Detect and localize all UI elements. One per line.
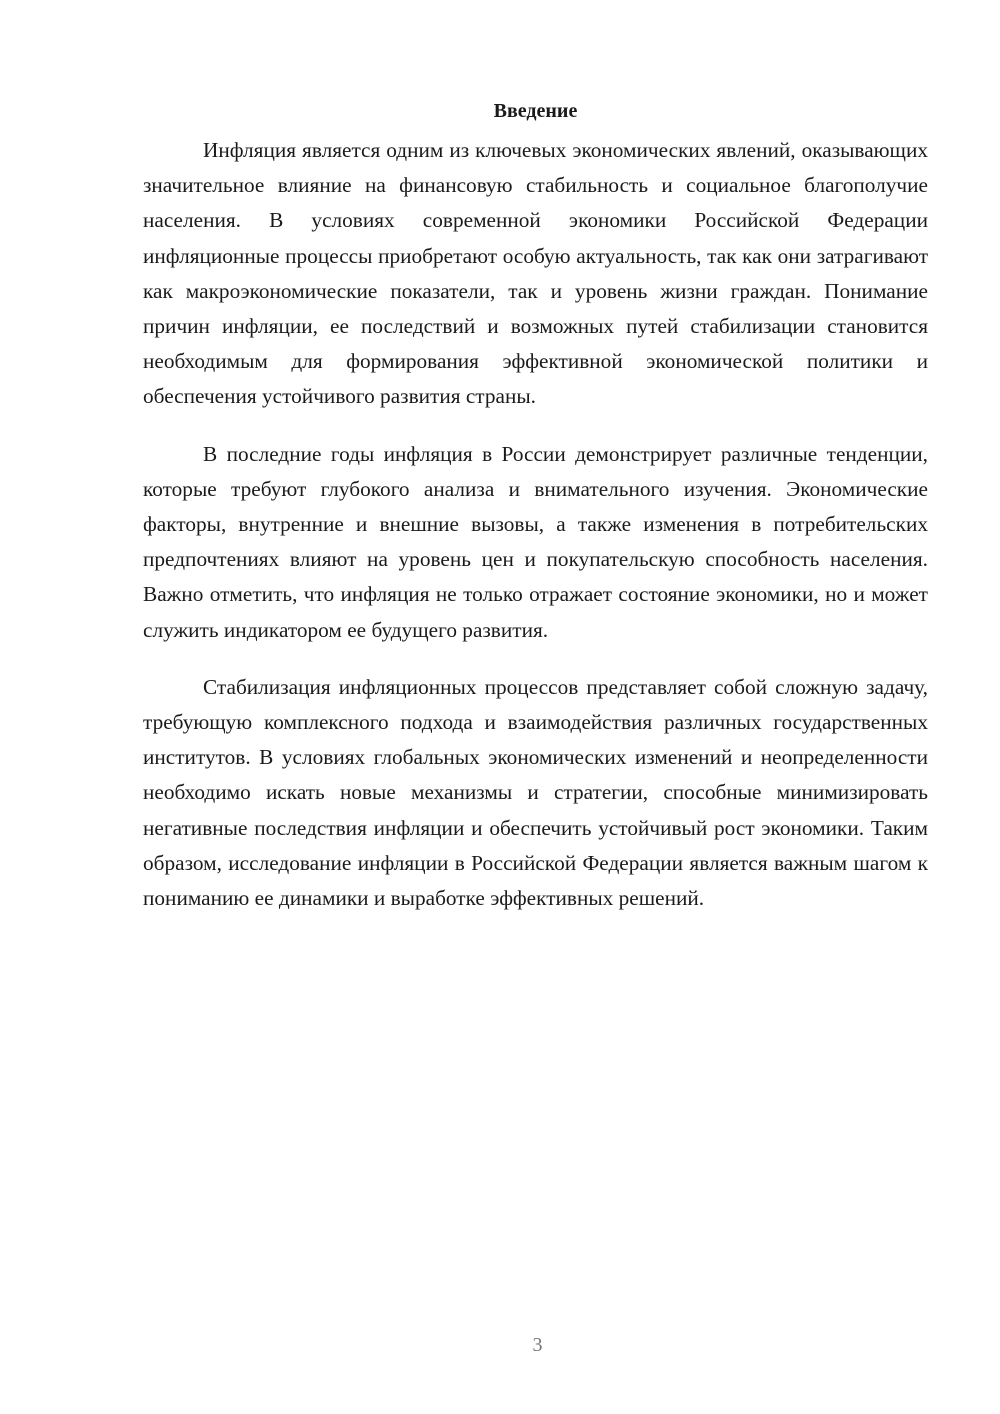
paragraph-1: Инфляция является одним из ключевых экономических явлений, оказывающих значительное влияние на финансовую стабильность и социальное благополучие населения. В условиях современной экономики Российской Федерации инфляционные процессы приобретают особую актуальность, так как они затрагивают как макроэкономические показатели, так и уровень жизни граждан. Понимание причин инфляции, ее последствий и возможных путей стабилизации становится необходимым для формирования эффективной экономической политики и обеспечения устойчивого развития страны. bbox=[143, 138, 928, 409]
page-number: 3 bbox=[532, 1334, 543, 1356]
page-content bbox=[143, 93, 928, 938]
paragraph-2: В последние годы инфляция в России демонстрирует различные тенденции, которые требуют глубокого анализа и внимательного изучения. Экономические факторы, внутренние и внешние вызовы, а также изменения в потребительских предпочтениях влияют на уровень цен и покупательскую способность населения. Важно отметить, что инфляция не только отражает состояние экономики, но и может служить индикатором ее будущего развития. bbox=[143, 441, 928, 642]
section-heading: Введение bbox=[493, 100, 578, 122]
paragraph-3: Стабилизация инфляционных процессов представляет собой сложную задачу, требующую комплексного подхода и взаимодействия различных государственных институтов. В условиях глобальных экономических изменений и неопределенности необходимо искать новые механизмы и стратегии, способные минимизировать негативные последствия инфляции и обеспечить устойчивый рост экономики. Таким образом, исследование инфляции в Российской Федерации является важным шагом к пониманию ее динамики и выработке эффективных решений. bbox=[143, 674, 928, 911]
